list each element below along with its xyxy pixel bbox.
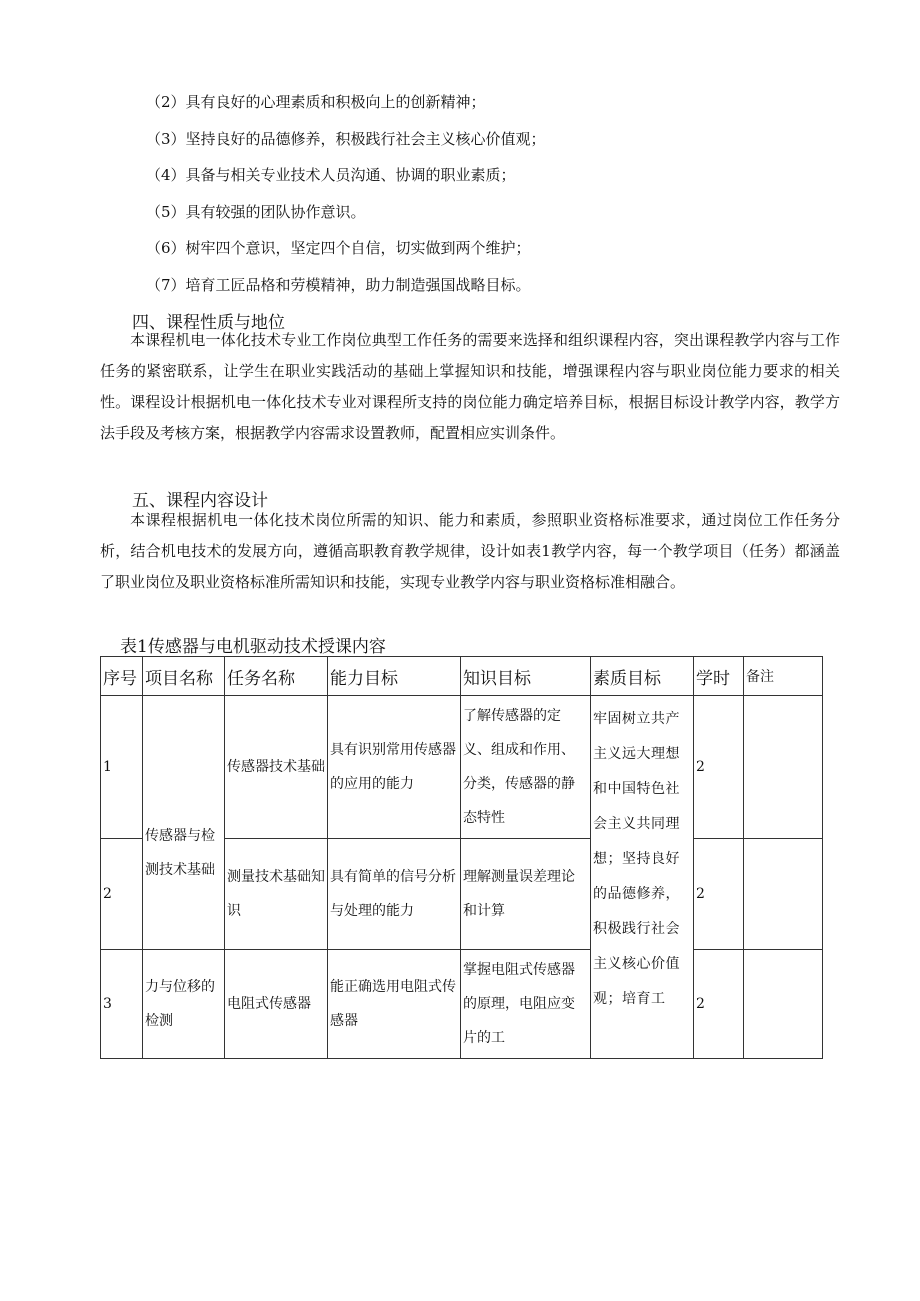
table-header-row <box>101 657 823 696</box>
list-item: （3）坚持良好的品德修养，积极践行社会主义核心价值观； <box>146 129 546 148</box>
project-name: 力与位移的检测 <box>143 950 225 1059</box>
section5-paragraph: 本课程根据机电一体化技术岗位所需的知识、能力和素质，参照职业资格标准要求，通过岗位工作任务分析，结合机电技术的发展方向，遵循高职教育教学规律，设计如表1教学内容，每一个教学项目（任务）都涵盖了职业岗位及职业资格标准所需知识和技能，实现专业教学内容与职业资格标准相融合。 <box>100 511 840 591</box>
section4-heading: 四、课程性质与地位 <box>132 313 285 333</box>
quality-objectives-list <box>146 88 846 308</box>
table-row <box>101 950 823 1059</box>
table-title: 表1传感器与电机驱动技术授课内容 <box>120 637 386 657</box>
list-item: （4）具备与相关专业技术人员沟通、协调的职业素质； <box>146 166 516 185</box>
header-cell: 任务名称 <box>225 657 328 696</box>
row-number: 1 <box>101 696 143 839</box>
header-cell: 项目名称 <box>143 657 225 696</box>
note <box>744 696 823 839</box>
header-cell: 备注 <box>744 657 823 696</box>
hours: 2 <box>694 950 744 1059</box>
header-cell: 序号 <box>101 657 143 696</box>
header-cell: 素质目标 <box>591 657 694 696</box>
ability-goal: 能正确选用电阻式传感器 <box>328 950 461 1059</box>
task-name: 测量技术基础知识 <box>225 839 328 950</box>
list-item: （5）具有较强的团队协作意识。 <box>146 202 366 221</box>
project-name: 传感器与检测技术基础 <box>143 696 225 950</box>
course-content-table <box>100 656 823 1059</box>
task-name: 电阻式传感器 <box>225 950 328 1059</box>
note <box>744 950 823 1059</box>
knowledge-goal: 掌握电阻式传感器的原理，电阻应变片的工 <box>461 950 591 1059</box>
section4-paragraph: 本课程机电一体化技术专业工作岗位典型工作任务的需要来选择和组织课程内容，突出课程教学内容与工作任务的紧密联系，让学生在职业实践活动的基础上掌握知识和技能，增强课程内容与职业岗位能力要求的相关性。课程设计根据机电一体化技术专业对课程所支持的岗位能力确定培养目标，根据目标设计教学内容，教学方法手段及考核方案，根据教学内容需求设置教师，配置相应实训条件。 <box>100 331 840 442</box>
ability-goal: 具有识别常用传感器的应用的能力 <box>328 696 461 839</box>
hours: 2 <box>694 839 744 950</box>
knowledge-goal: 理解测量误差理论和计算 <box>461 839 591 950</box>
row-number: 2 <box>101 839 143 950</box>
header-cell: 能力目标 <box>328 657 461 696</box>
list-item: （2）具有良好的心理素质和积极向上的创新精神； <box>146 93 486 111</box>
task-name: 传感器技术基础 <box>225 696 328 839</box>
quality-goal: 牢固树立共产主义远大理想和中国特色社会主义共同理想；坚持良好的品德修养，积极践行社会主义核心价值观；培育工 <box>591 696 694 1059</box>
ability-goal: 具有简单的信号分析与处理的能力 <box>328 839 461 950</box>
row-number: 3 <box>101 950 143 1059</box>
note <box>744 839 823 950</box>
knowledge-goal: 了解传感器的定义、组成和作用、分类，传感器的静态特性 <box>461 696 591 839</box>
header-cell: 学时 <box>694 657 744 696</box>
list-item: （6）树牢四个意识，坚定四个自信，切实做到两个维护； <box>146 239 531 258</box>
table-row <box>101 696 823 839</box>
section5-heading: 五、课程内容设计 <box>132 491 268 511</box>
header-cell: 知识目标 <box>461 657 591 696</box>
hours: 2 <box>694 696 744 839</box>
list-item: （7）培育工匠品格和劳模精神，助力制造强国战略目标。 <box>146 275 531 294</box>
